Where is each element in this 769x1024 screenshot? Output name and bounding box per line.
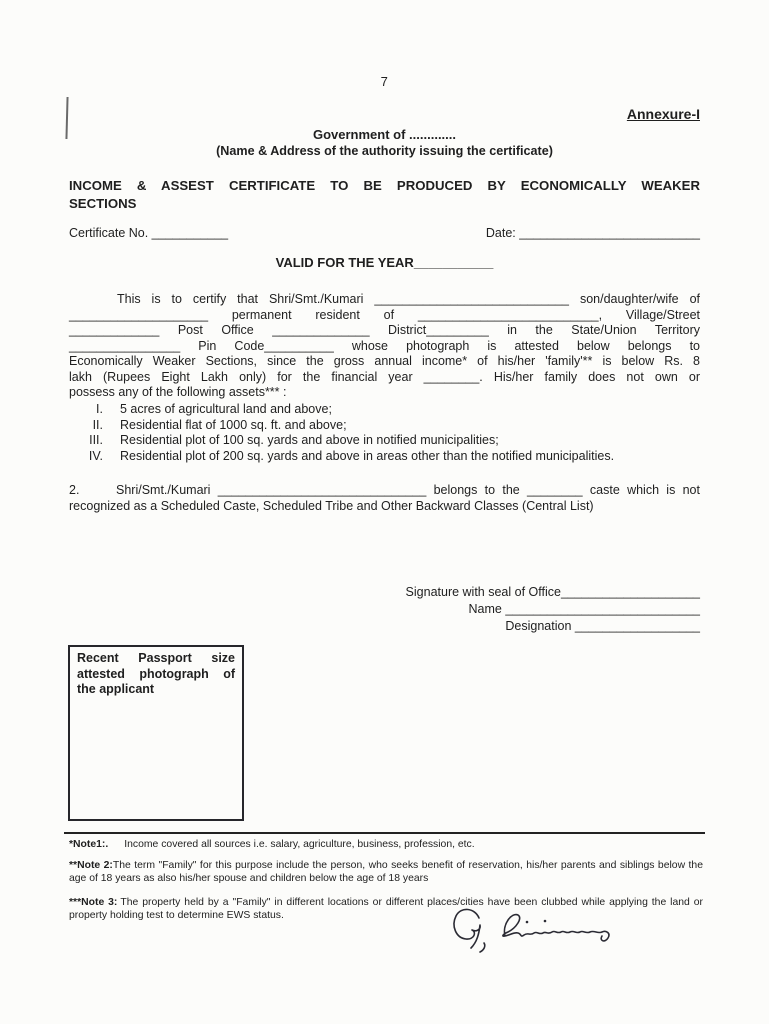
asset-item-1 xyxy=(69,402,700,418)
designation-field: Designation __________________ xyxy=(505,618,700,633)
asset-item-4 xyxy=(69,449,700,465)
photo-box xyxy=(68,645,244,821)
valid-for-year-field: VALID FOR THE YEAR___________ xyxy=(275,255,494,270)
asset-numeral: I. xyxy=(96,402,103,416)
para1-line-7: possess any of the following assets*** : xyxy=(69,385,287,399)
para2-line-1 xyxy=(69,483,700,499)
certificate-no-field: Certificate No. ___________ xyxy=(69,226,229,240)
document-title xyxy=(69,177,700,212)
name-field: Name ____________________________ xyxy=(468,601,700,616)
asset-numeral: III. xyxy=(89,433,103,448)
asset-item-3 xyxy=(69,433,700,449)
para1-line-2: ____________________ permanent resident of __________________________, Village/Street xyxy=(69,307,700,322)
note-1 xyxy=(69,839,703,852)
note-1-label: *Note1:. xyxy=(69,839,109,850)
assets-list xyxy=(69,402,700,464)
para1-line-4: ________________ Pin Code__________ whose photograph is attested below belongs to xyxy=(69,338,700,353)
asset-text: 5 acres of agricultural land and above; xyxy=(120,402,332,416)
note-2-label: **Note 2: xyxy=(69,860,113,871)
handwritten-signature-icon xyxy=(448,903,630,959)
certification-paragraph xyxy=(69,292,700,401)
date-field: Date: __________________________ xyxy=(485,226,700,240)
page-number: 7 xyxy=(380,74,389,89)
asset-item-2 xyxy=(69,418,700,434)
note-3-label: ***Note 3: xyxy=(69,897,118,908)
para1-line-1: This is to certify that Shri/Smt./Kumari ____________________________ son/daughter/wife of xyxy=(117,292,700,306)
asset-numeral: IV. xyxy=(88,448,103,463)
issuing-authority-line: (Name & Address of the authority issuing the certificate) xyxy=(216,144,553,158)
notes-divider xyxy=(64,832,705,834)
title-line-2: SECTIONS xyxy=(69,195,137,211)
para2-line-2: recognized as a Scheduled Caste, Scheduled Tribe and Other Backward Classes (Central List) xyxy=(69,498,594,513)
government-of-line: Government of ............. xyxy=(312,127,457,142)
note-1-text: Income covered all sources i.e. salary, agriculture, business, profession, etc. xyxy=(124,839,475,850)
photo-box-label: Recent Passport size attested photograph of the applicant xyxy=(77,651,235,696)
title-line-1: INCOME & ASSEST CERTIFICATE TO BE PRODUCED BY ECONOMICALLY WEAKER xyxy=(69,178,700,193)
signature-seal-field: Signature with seal of Office____________________ xyxy=(405,585,700,599)
asset-text: Residential flat of 1000 sq. ft. and above; xyxy=(120,417,347,432)
asset-text: Residential plot of 100 sq. yards and above in notified municipalities; xyxy=(120,433,499,448)
para1-line-5: Economically Weaker Sections, since the gross annual income* of his/her 'family'** is below Rs. 8 xyxy=(69,354,700,368)
asset-numeral: II. xyxy=(92,417,103,432)
para1-line-6: lakh (Rupees Eight Lakh only) for the financial year ________. His/her family does not own or xyxy=(69,369,700,384)
asset-text: Residential plot of 200 sq. yards and above in areas other than the notified municipalities. xyxy=(120,448,615,463)
para1-line-3: _____________ Post Office ______________ District_________ in the State/Union Territory xyxy=(69,323,700,337)
office-signature-block xyxy=(406,584,700,634)
caste-paragraph xyxy=(69,483,700,514)
note-2-text: The term "Family" for this purpose include the person, who seeks benefit of reservation, his/her parents and siblings below the age of 18 years as also his/her spouse and children below the age of 18 years xyxy=(69,860,703,884)
certificate-date-row xyxy=(69,226,700,240)
note-3-text: The property held by a "Family" in different locations or different places/cities have been clubbed while applying the land or property holding test to determine EWS status. xyxy=(69,897,703,921)
para2-line-1-text: Shri/Smt./Kumari ______________________________ belongs to the ________ caste which is not xyxy=(116,483,700,497)
note-2 xyxy=(69,860,703,886)
annexure-label: Annexure-I xyxy=(626,106,700,122)
para2-number: 2. xyxy=(69,483,80,497)
